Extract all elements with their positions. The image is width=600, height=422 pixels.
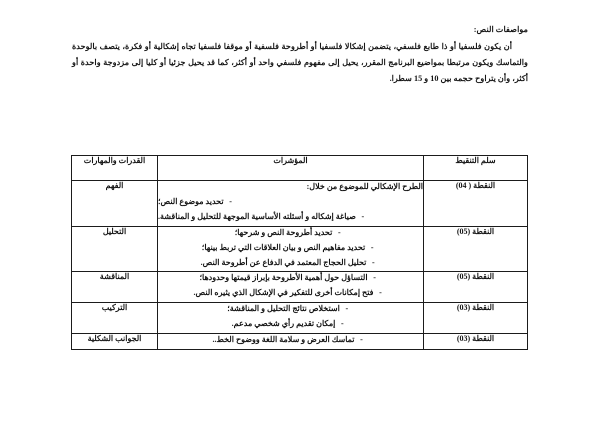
list-item <box>158 318 423 330</box>
cell-score: النقطة (03) <box>424 303 528 334</box>
table-row <box>72 303 528 334</box>
cell-score: النقطة (03) <box>424 334 528 350</box>
bullet-dash-icon: - <box>360 335 363 345</box>
cell-indicators <box>158 226 424 272</box>
indicator-list <box>158 196 423 223</box>
list-item <box>158 227 423 239</box>
cell-indicators <box>158 181 424 227</box>
cell-score: النقطة ( 04) <box>424 181 528 227</box>
table-row <box>72 272 528 303</box>
bullet-dash-icon: - <box>229 197 232 206</box>
indicator-text: استخلاص نتائج التحليل و المناقشة؛ <box>227 304 340 314</box>
list-item <box>158 211 423 223</box>
table-row <box>72 226 528 272</box>
indicator-text: تحديد موضوع النص؛ <box>158 197 224 206</box>
indicator-text: فتح إمكانات أخرى للتفكير في الإشكال الذي يثيره النص. <box>193 288 374 298</box>
cell-skill: الفهم <box>72 181 158 227</box>
indicator-list <box>158 334 423 346</box>
indicator-lead: الطرح الإشكالي للموضوع من خلال: <box>306 182 423 191</box>
indicator-list <box>158 227 423 269</box>
bullet-dash-icon: - <box>337 227 341 237</box>
bullet-dash-icon: - <box>345 304 349 314</box>
bullet-dash-icon: - <box>372 257 375 267</box>
table-row <box>72 181 528 227</box>
indicator-text: تماسك العرض و سلامة اللغة ووضوح الخط.. <box>212 335 355 345</box>
cell-skill: المناقشة <box>72 272 158 303</box>
rubric-table-body <box>72 181 528 350</box>
cell-indicators <box>158 334 424 350</box>
indicator-text: تحديد أطروحة النص و شرحها؛ <box>234 227 333 237</box>
indicator-text: التساؤل حول أهمية الأطروحة بإبراز قيمتها وحدودها؛ <box>199 273 368 283</box>
header-indicators: المؤشرات <box>158 156 424 181</box>
rubric-table <box>71 155 528 350</box>
cell-indicators <box>158 303 424 334</box>
list-item <box>158 196 423 208</box>
cell-skill: التحليل <box>72 226 158 272</box>
indicator-text: إمكان تقديم رأي شخصي مدعم. <box>231 319 336 329</box>
header-skill: القدرات والمهارات <box>72 156 158 181</box>
list-item <box>158 287 423 299</box>
bullet-dash-icon: - <box>361 211 365 221</box>
list-item <box>158 303 423 315</box>
indicator-text: تحديد مفاهيم النص و بيان العلاقات التي تربط بينها؛ <box>201 242 366 252</box>
table-header-row <box>72 156 528 181</box>
indicator-text: صياغة إشكاله و أسئلته الأساسية الموجهة للتحليل و المناقشة. <box>158 211 356 221</box>
spec-title: مواصفات النص: <box>473 25 528 34</box>
list-item <box>158 257 423 269</box>
cell-skill: التركيب <box>72 303 158 334</box>
indicator-list <box>158 272 423 299</box>
list-item <box>158 334 423 346</box>
list-item <box>158 272 423 284</box>
bullet-dash-icon: - <box>373 273 376 283</box>
cell-score: النقطة (05) <box>424 226 528 272</box>
cell-score: النقطة (05) <box>424 272 528 303</box>
indicator-list <box>158 303 423 330</box>
cell-skill: الجوانب الشكلية <box>72 334 158 350</box>
bullet-dash-icon: - <box>341 319 344 329</box>
cell-indicators <box>158 272 424 303</box>
bullet-dash-icon: - <box>379 288 382 298</box>
spec-paragraph <box>72 39 528 87</box>
table-row <box>72 334 528 350</box>
spec-paragraph-text: أن يكون فلسفيا أو ذا طابع فلسفي، يتضمن إشكالا فلسفيا أو أطروحة فلسفية أو موقفا فلسفيا تجاه إشكالية أو فكرة، يتصف بالوحدة والتماسك ويكون مرتبطا بمواضيع البرنامج المقرر، يحيل إلى مفهوم فلسفي واحد أو أكثر، كما قد يحيل جزئيا أو كليا إلى مزدوجة واحدة أو أكثر، وأن يتراوح حجمه بين 10 و 15 سطرا. <box>72 42 528 83</box>
bullet-dash-icon: - <box>370 242 374 252</box>
header-score: سلم التنقيط <box>424 156 528 181</box>
rubric-table-container <box>72 155 528 350</box>
text-specifications-section <box>72 24 528 87</box>
list-item <box>158 242 423 254</box>
indicator-text: تحليل الحجاج المعتمد في الدفاع عن أطروحة النص. <box>200 257 367 267</box>
